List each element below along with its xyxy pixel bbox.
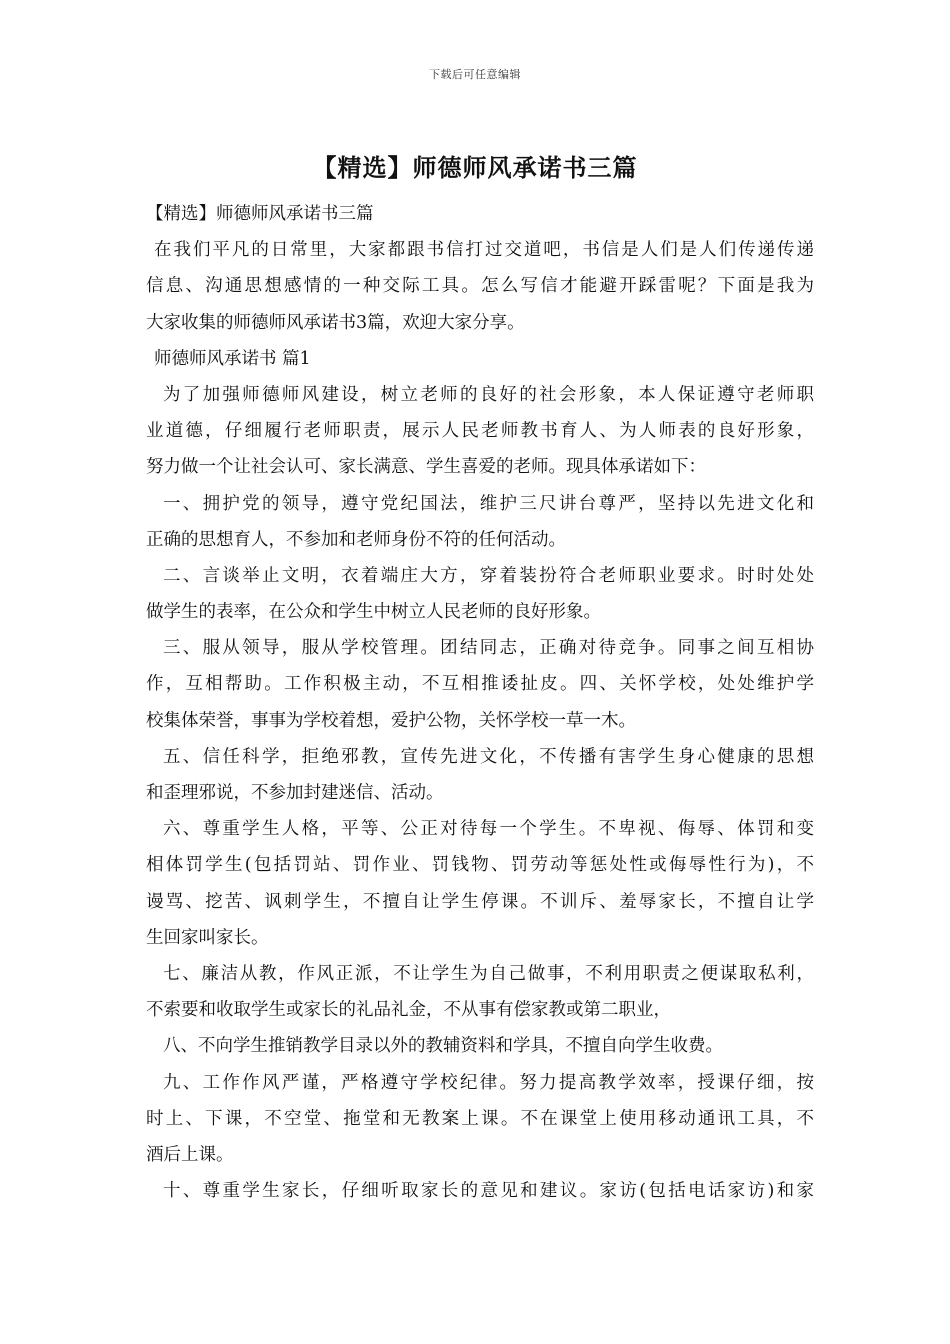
text-line: 师德师风承诺书 篇1 bbox=[154, 348, 311, 369]
text-line: 二、言谈举止文明，衣着端庄大方，穿着装扮符合老师职业要求。时时处处 bbox=[163, 565, 814, 586]
text-line: 谩骂、挖苦、讽刺学生，不擅自让学生停课。不训斥、羞辱家长，不擅自让学 bbox=[146, 891, 814, 912]
text-line: 【精选】师德师风承诺书三篇 bbox=[146, 204, 374, 224]
text-line: 相体罚学生(包括罚站、罚作业、罚钱物、罚劳动等惩处性或侮辱性行为)，不 bbox=[146, 855, 814, 876]
text-line: 生回家叫家长。 bbox=[146, 927, 269, 948]
text-line: 为了加强师德师风建设，树立老师的良好的社会形象，本人保证遵守老师职 bbox=[163, 384, 814, 405]
text-line: 校集体荣誉，事事为学校着想，爱护公物，关怀学校一草一木。 bbox=[146, 710, 636, 731]
page-header: 下载后可任意编辑 bbox=[429, 68, 521, 81]
text-line: 大家收集的师德师风承诺书3篇，欢迎大家分享。 bbox=[146, 312, 525, 333]
text-line: 信息、沟通思想感情的一种交际工具。怎么写信才能避开踩雷呢？下面是我为 bbox=[146, 276, 814, 297]
document-body bbox=[146, 196, 814, 1209]
text-line: 三、服从领导，服从学校管理。团结同志，正确对待竞争。同事之间互相协 bbox=[163, 638, 814, 659]
text-line: 六、尊重学生人格，平等、公正对待每一个学生。不卑视、侮辱、体罚和变 bbox=[163, 819, 814, 840]
text-line: 不索要和收取学生或家长的礼品礼金，不从事有偿家教或第二职业， bbox=[146, 1000, 671, 1021]
text-line: 努力做一个让社会认可、家长满意、学生喜爱的老师。现具体承诺如下： bbox=[146, 457, 706, 478]
text-line: 一、拥护党的领导，遵守党纪国法，维护三尺讲台尊严，坚持以先进文化和 bbox=[163, 493, 814, 514]
text-line: 十、尊重学生家长，仔细听取家长的意见和建议。家访(包括电话家访)和家 bbox=[163, 1181, 814, 1202]
text-line: 五、信任科学，拒绝邪教，宣传先进文化，不传播有害学生身心健康的思想 bbox=[163, 746, 814, 767]
text-line: 业道德，仔细履行老师职责，展示人民老师教书育人、为人师表的良好形象， bbox=[146, 421, 814, 442]
document-title: 【精选】师德师风承诺书三篇 bbox=[312, 153, 638, 182]
text-line: 和歪理邪说，不参加封建迷信、活动。 bbox=[146, 783, 444, 803]
text-line: 正确的思想育人，不参加和老师身份不符的任何活动。 bbox=[146, 529, 566, 550]
text-line: 酒后上课。 bbox=[146, 1144, 234, 1165]
text-line: 做学生的表率，在公众和学生中树立人民老师的良好形象。 bbox=[146, 602, 601, 623]
text-line: 八、不向学生推销教学目录以外的教辅资料和学具，不擅自向学生收费。 bbox=[163, 1036, 723, 1057]
text-line: 九、工作作风严谨，严格遵守学校纪律。努力提高教学效率，授课仔细，按 bbox=[163, 1072, 814, 1093]
text-line: 时上、下课，不空堂、拖堂和无教案上课。不在课堂上使用移动通讯工具，不 bbox=[146, 1108, 814, 1129]
text-line: 作，互相帮助。工作积极主动，不互相推诿扯皮。四、关怀学校，处处维护学 bbox=[146, 674, 814, 695]
text-line: 七、廉洁从教，作风正派，不让学生为自己做事，不利用职责之便谋取私利， bbox=[163, 963, 814, 984]
text-line: 在我们平凡的日常里，大家都跟书信打过交道吧，书信是人们是人们传递传递 bbox=[154, 240, 814, 261]
